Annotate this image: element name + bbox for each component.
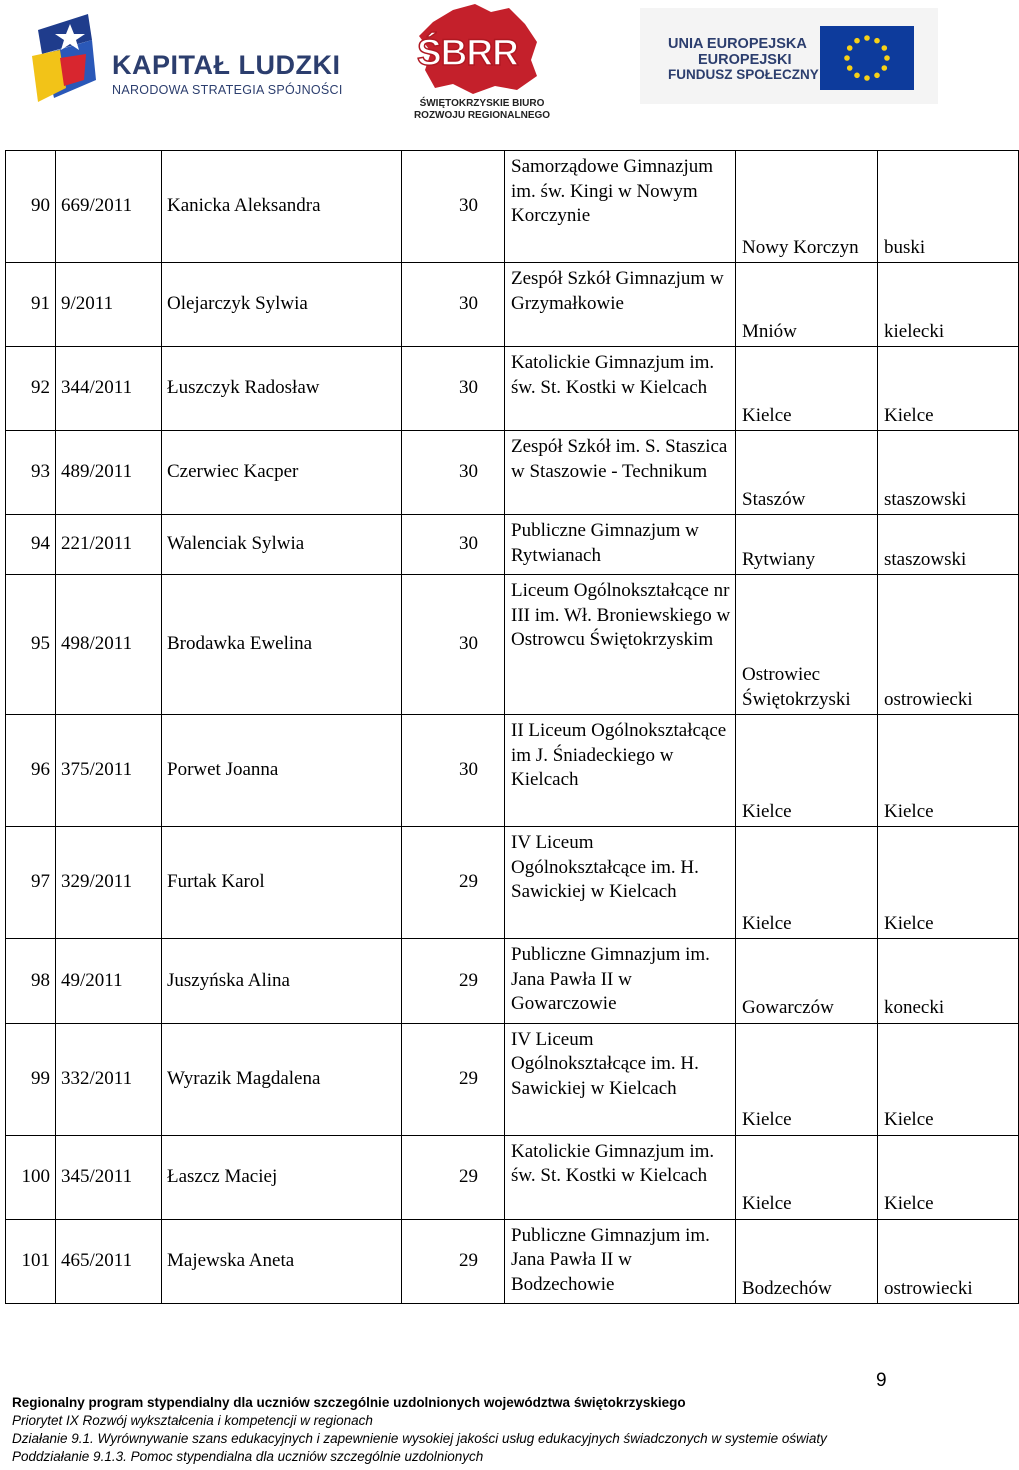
application-number-cell: 332/2011 — [56, 1023, 162, 1135]
eu-flag-icon — [820, 26, 914, 90]
table-row — [6, 151, 1019, 263]
student-name-cell: Juszyńska Alina — [162, 939, 402, 1024]
eu-star-icon — [884, 55, 890, 61]
county-cell: Kielce — [878, 1023, 1019, 1135]
table-row — [6, 347, 1019, 431]
footer-priority: Priorytet IX Rozwój wykształcenia i kompetencji w regionach — [12, 1413, 373, 1428]
county-cell: ostrowiecki — [878, 1219, 1019, 1304]
table-row — [6, 1135, 1019, 1219]
student-name-cell: Walenciak Sylwia — [162, 515, 402, 575]
school-name-cell: IV Liceum Ogólnokształcące im. H. Sawickiej w Kielcach — [505, 827, 736, 939]
footer-action: Działanie 9.1. Wyrównywanie szans edukacyjnych i zapewnienie wysokiej jakości usług edukacyjnych świadczonych w systemie oświaty — [12, 1431, 827, 1446]
sbrr-logo — [405, 2, 555, 124]
application-number-cell: 345/2011 — [56, 1135, 162, 1219]
eu-star-icon — [847, 45, 853, 51]
student-name-cell: Majewska Aneta — [162, 1219, 402, 1304]
kapital-ludzki-emblem-icon — [30, 10, 108, 108]
eu-star-icon — [854, 38, 860, 44]
student-name-cell: Wyrazik Magdalena — [162, 1023, 402, 1135]
city-cell: Kielce — [736, 347, 878, 431]
row-number-cell: 99 — [6, 1023, 56, 1135]
county-cell: Kielce — [878, 827, 1019, 939]
city-cell: Kielce — [736, 827, 878, 939]
city-cell: Kielce — [736, 1135, 878, 1219]
county-cell: staszowski — [878, 515, 1019, 575]
table-row — [6, 263, 1019, 347]
eu-star-icon — [864, 75, 870, 81]
scholarship-table — [5, 150, 1019, 1304]
city-cell: Staszów — [736, 431, 878, 515]
sbrr-line2: ROZWOJU REGIONALNEGO — [413, 110, 551, 121]
city-cell: Kielce — [736, 715, 878, 827]
row-number-cell: 101 — [6, 1219, 56, 1304]
application-number-cell: 375/2011 — [56, 715, 162, 827]
student-name-cell: Łaszcz Maciej — [162, 1135, 402, 1219]
eu-line3: FUNDUSZ SPOŁECZNY — [668, 67, 819, 82]
row-number-cell: 91 — [6, 263, 56, 347]
row-number-cell: 92 — [6, 347, 56, 431]
school-name-cell: Samorządowe Gimnazjum im. św. Kingi w Nowym Korczynie — [505, 151, 736, 263]
eu-line2: EUROPEJSKI — [698, 52, 792, 68]
application-number-cell: 489/2011 — [56, 431, 162, 515]
row-number-cell: 94 — [6, 515, 56, 575]
points-cell: 29 — [402, 939, 505, 1024]
eu-star-icon — [882, 45, 888, 51]
points-cell: 29 — [402, 1023, 505, 1135]
application-number-cell: 49/2011 — [56, 939, 162, 1024]
application-number-cell: 9/2011 — [56, 263, 162, 347]
student-name-cell: Porwet Joanna — [162, 715, 402, 827]
application-number-cell: 498/2011 — [56, 575, 162, 715]
points-cell: 30 — [402, 431, 505, 515]
kapital-ludzki-subtitle: NARODOWA STRATEGIA SPÓJNOŚCI — [112, 83, 343, 97]
application-number-cell: 329/2011 — [56, 827, 162, 939]
table-row — [6, 431, 1019, 515]
table-row — [6, 939, 1019, 1024]
eu-star-icon — [882, 65, 888, 71]
row-number-cell: 96 — [6, 715, 56, 827]
points-cell: 29 — [402, 1135, 505, 1219]
points-cell: 30 — [402, 575, 505, 715]
points-cell: 29 — [402, 827, 505, 939]
city-cell: Ostrowiec Świętokrzyski — [736, 575, 878, 715]
points-cell: 30 — [402, 715, 505, 827]
table-row — [6, 515, 1019, 575]
row-number-cell: 93 — [6, 431, 56, 515]
table-row — [6, 1023, 1019, 1135]
student-name-cell: Furtak Karol — [162, 827, 402, 939]
application-number-cell: 669/2011 — [56, 151, 162, 263]
city-cell: Mniów — [736, 263, 878, 347]
county-cell: kielecki — [878, 263, 1019, 347]
row-number-cell: 100 — [6, 1135, 56, 1219]
application-number-cell: 344/2011 — [56, 347, 162, 431]
school-name-cell: IV Liceum Ogólnokształcące im. H. Sawickiej w Kielcach — [505, 1023, 736, 1135]
page-number: 9 — [876, 1370, 887, 1391]
student-name-cell: Brodawka Ewelina — [162, 575, 402, 715]
county-cell: Kielce — [878, 1135, 1019, 1219]
school-name-cell: Zespół Szkół Gimnazjum w Grzymałkowie — [505, 263, 736, 347]
city-cell: Rytwiany — [736, 515, 878, 575]
school-name-cell: II Liceum Ogólnokształcące im J. Śniadeckiego w Kielcach — [505, 715, 736, 827]
county-cell: Kielce — [878, 347, 1019, 431]
points-cell: 30 — [402, 151, 505, 263]
row-number-cell: 97 — [6, 827, 56, 939]
eu-fund-logo — [640, 8, 938, 104]
eu-star-icon — [864, 35, 870, 41]
table-row — [6, 1219, 1019, 1304]
student-name-cell: Czerwiec Kacper — [162, 431, 402, 515]
school-name-cell: Liceum Ogólnokształcące nr III im. Wł. Broniewskiego w Ostrowcu Świętokrzyskim — [505, 575, 736, 715]
city-cell: Gowarczów — [736, 939, 878, 1024]
eu-star-icon — [874, 38, 880, 44]
city-cell: Kielce — [736, 1023, 878, 1135]
row-number-cell: 90 — [6, 151, 56, 263]
eu-star-icon — [844, 55, 850, 61]
header-logos — [0, 0, 960, 130]
eu-star-icon — [847, 65, 853, 71]
table-row — [6, 827, 1019, 939]
student-name-cell: Łuszczyk Radosław — [162, 347, 402, 431]
footer-program: Regionalny program stypendialny dla uczniów szczególnie uzdolnionych województwa świętokrzyskiego — [12, 1395, 686, 1410]
student-name-cell: Kanicka Aleksandra — [162, 151, 402, 263]
city-cell: Bodzechów — [736, 1219, 878, 1304]
school-name-cell: Katolickie Gimnazjum im. św. St. Kostki w Kielcach — [505, 347, 736, 431]
student-name-cell: Olejarczyk Sylwia — [162, 263, 402, 347]
application-number-cell: 465/2011 — [56, 1219, 162, 1304]
points-cell: 30 — [402, 263, 505, 347]
county-cell: ostrowiecki — [878, 575, 1019, 715]
eu-star-icon — [854, 73, 860, 79]
table-body — [6, 151, 1019, 1304]
city-cell: Nowy Korczyn — [736, 151, 878, 263]
school-name-cell: Zespół Szkół im. S. Staszica w Staszowie - Technikum — [505, 431, 736, 515]
points-cell: 30 — [402, 515, 505, 575]
sbrr-mark: ŚBRR — [417, 32, 518, 73]
eu-star-icon — [874, 73, 880, 79]
row-number-cell: 98 — [6, 939, 56, 1024]
sbrr-line1: ŚWIĘTOKRZYSKIE BIURO — [419, 98, 545, 109]
school-name-cell: Publiczne Gimnazjum im. Jana Pawła II w Gowarczowie — [505, 939, 736, 1024]
table-row — [6, 715, 1019, 827]
school-name-cell: Katolickie Gimnazjum im. św. St. Kostki w Kielcach — [505, 1135, 736, 1219]
eu-line1: UNIA EUROPEJSKA — [668, 36, 807, 52]
county-cell: buski — [878, 151, 1019, 263]
points-cell: 30 — [402, 347, 505, 431]
kapital-ludzki-title: KAPITAŁ LUDZKI — [112, 50, 341, 80]
row-number-cell: 95 — [6, 575, 56, 715]
footer — [12, 1394, 952, 1466]
school-name-cell: Publiczne Gimnazjum im. Jana Pawła II w Bodzechowie — [505, 1219, 736, 1304]
table-row — [6, 575, 1019, 715]
kapital-ludzki-logo — [30, 10, 360, 110]
school-name-cell: Publiczne Gimnazjum w Rytwianach — [505, 515, 736, 575]
county-cell: konecki — [878, 939, 1019, 1024]
footer-subaction: Poddziałanie 9.1.3. Pomoc stypendialna dla uczniów szczególnie uzdolnionych — [12, 1449, 484, 1464]
points-cell: 29 — [402, 1219, 505, 1304]
county-cell: Kielce — [878, 715, 1019, 827]
application-number-cell: 221/2011 — [56, 515, 162, 575]
county-cell: staszowski — [878, 431, 1019, 515]
